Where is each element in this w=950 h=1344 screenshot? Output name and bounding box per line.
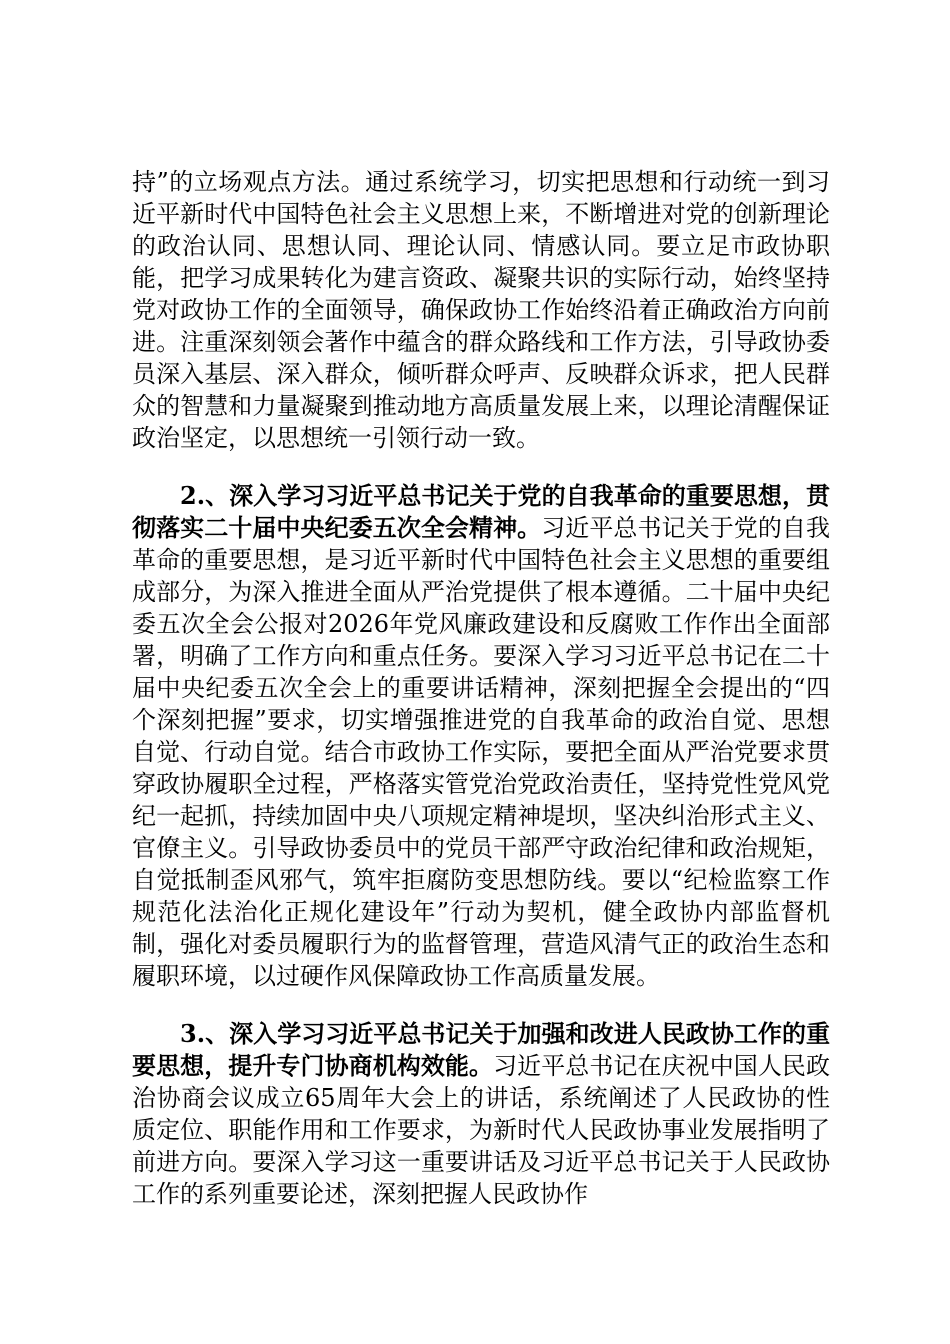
section-heading-2: 2.、深入学习习近平总书记关于党的自我革命的重要思想，贯彻落实二十届中央纪委五次全会精神。 — [132, 481, 830, 542]
paragraph-spacer — [132, 454, 830, 480]
paragraph-body: 习近平总书记关于党的自我革命的重要思想，是习近平新时代中国特色社会主义思想的重要组成部分，为深入推进全面从严治党提供了根本遵循。二十届中央纪委五次全会公报对2026年党风廉政建设和反腐败工作作出全面部署，明确了工作方向和重点任务。要深入学习习近平总书记在二十届中央纪委五次全会上的重要讲话精神，深刻把握全会提出的“四个深刻把握”要求，切实增强推进党的自我革命的政治自觉、思想自觉、行动自觉。结合市政协工作实际，要把全面从严治党要求贯穿政协履职全过程，严格落实管党治党政治责任，坚持党性党风党纪一起抓，持续加固中央八项规定精神堤坝，坚决纠治形式主义、官僚主义。引导政协委员中的党员干部严守政治纪律和政治规矩，自觉抵制歪风邪气，筑牢拒腐防变思想防线。要以“纪检监察工作规范化法治化正规化建设年”行动为契机，健全政协内部监督机制，强化对委员履职行为的监督管理，营造风清气正的政治生态和履职环境，以过硬作风保障政协工作高质量发展。 — [132, 514, 831, 990]
paragraph-spacer — [132, 992, 830, 1018]
section-heading-3: 3.、深入学习习近平总书记关于加强和改进人民政协工作的重要思想，提升专门协商机构效能。 — [132, 1019, 830, 1080]
paragraph-body: 习近平总书记在庆祝中国人民政治协商会议成立65周年大会上的讲话，系统阐述了人民政协的性质定位、职能作用和工作要求，为新时代人民政协事业发展指明了前进方向。要深入学习这一重要讲话及习近平总书记关于人民政协工作的系列重要论述，深刻把握人民政协作 — [132, 1052, 831, 1208]
paragraph-body: 持”的立场观点方法。通过系统学习，切实把思想和行动统一到习近平新时代中国特色社会主义思想上来，不断增进对党的创新理论的政治认同、思想认同、理论认同、情感认同。要立足市政协职能，把学习成果转化为建言资政、凝聚共识的实际行动，始终坚持党对政协工作的全面领导，确保政协工作始终沿着正确政治方向前进。注重深刻领会著作中蕴含的群众路线和工作方法，引导政协委员深入基层、深入群众，倾听群众呼声、反映群众诉求，把人民群众的智慧和力量凝聚到推动地方高质量发展上来，以理论清醒保证政治坚定，以思想统一引领行动一致。 — [132, 168, 830, 452]
paragraph-section-2 — [132, 480, 830, 992]
paragraph-section-3 — [132, 1018, 830, 1210]
document-page — [132, 166, 830, 1210]
paragraph-continuation — [132, 166, 830, 454]
